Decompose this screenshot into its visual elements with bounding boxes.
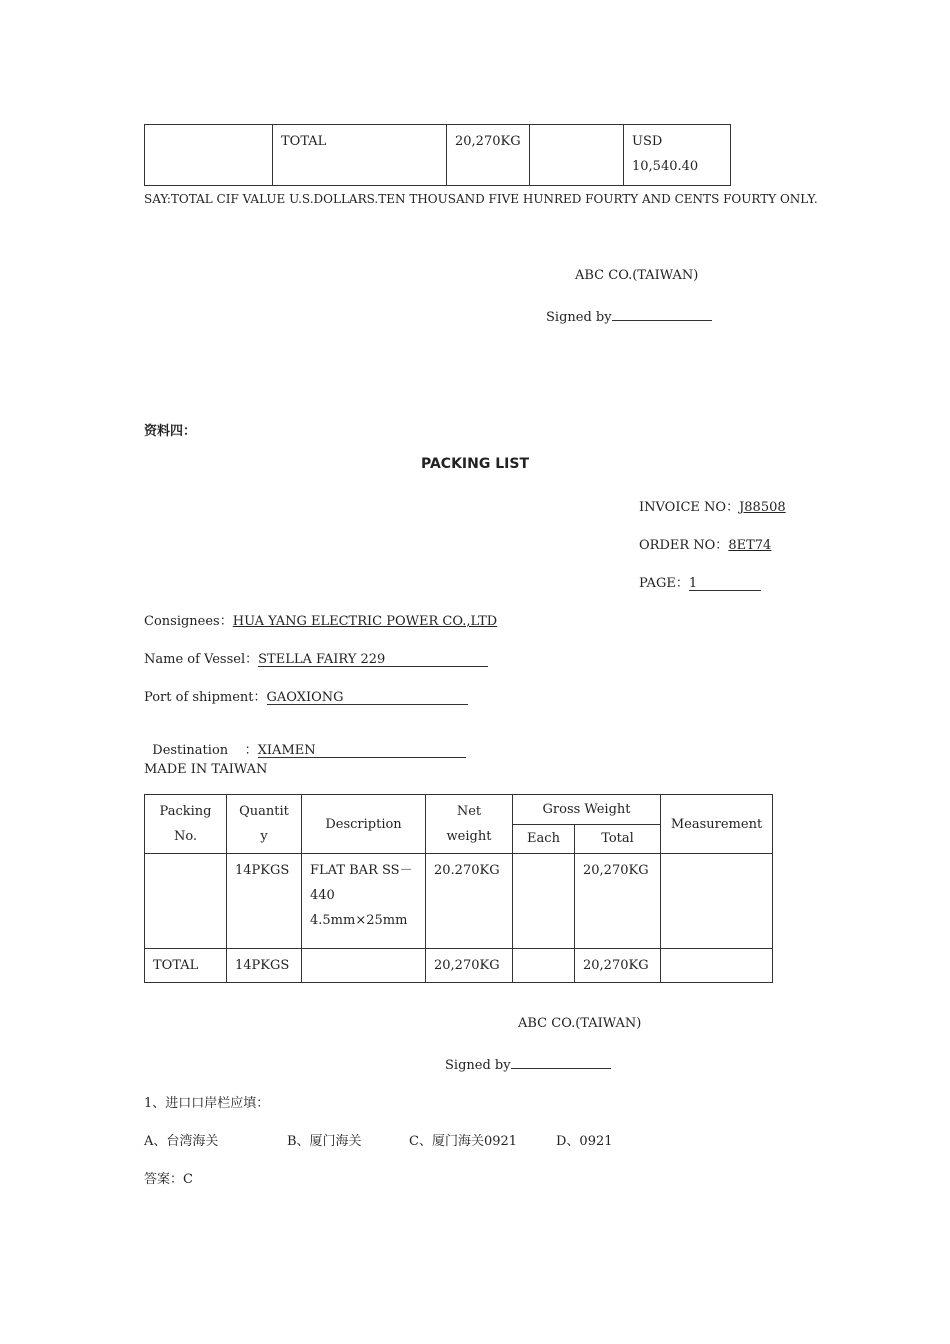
- signature-company: ABC CO.(TAIWAN): [575, 268, 699, 283]
- total-row-quantity: 14PKGS: [227, 949, 302, 983]
- total-row-gross-each: [513, 949, 575, 983]
- vessel-blank: [258, 652, 488, 667]
- destination-field: [144, 724, 466, 758]
- vessel-field: [144, 648, 488, 667]
- consignees-value: HUA YANG ELECTRIC POWER CO.,LTD: [232, 614, 498, 629]
- row-quantity: 14PKGS: [227, 854, 302, 949]
- total-row-gross-total: 20,270KG: [575, 949, 661, 983]
- header-quantity: Quantit y: [227, 795, 302, 854]
- document-title: PACKING LIST: [421, 456, 529, 472]
- total-row-empty-cell: [145, 125, 273, 186]
- signature-blank: [612, 306, 712, 321]
- invoice-no-label: INVOICE NO：: [639, 500, 740, 515]
- port-label: Port of shipment：: [144, 690, 267, 705]
- option-a: A、台湾海关: [144, 1134, 219, 1149]
- row-description: FLAT BAR SS－ 440 4.5mm×25mm: [302, 854, 426, 949]
- question-text: 1、进口口岸栏应填：: [144, 1096, 270, 1111]
- invoice-no: [639, 496, 786, 515]
- consignees-label: Consignees：: [144, 614, 233, 629]
- vessel-value: STELLA FAIRY 229: [258, 652, 386, 667]
- port-value: GAOXIONG: [266, 690, 344, 705]
- header-gross-weight: Gross Weight: [513, 795, 661, 825]
- header-measurement: Measurement: [661, 795, 773, 854]
- header-packing-no: Packing No.: [145, 795, 227, 854]
- header-description: Description: [302, 795, 426, 854]
- page-no-value: 1: [688, 576, 698, 591]
- total-amount: 10,540.40: [632, 159, 699, 174]
- consignees-field: [144, 610, 497, 629]
- packing-table: [144, 794, 773, 983]
- destination-label: Destination ：: [152, 743, 258, 758]
- answer: 答案：C: [144, 1172, 193, 1187]
- signature-blank-2: [511, 1054, 611, 1069]
- say-line: SAY:TOTAL CIF VALUE U.S.DOLLARS.TEN THOUSAND FIVE HUNRED FOURTY AND CENTS FOURTY ONLY.: [144, 192, 818, 206]
- option-d: D、0921: [556, 1134, 613, 1149]
- invoice-total-table: [144, 124, 731, 186]
- invoice-no-value: J88508: [739, 500, 786, 515]
- header-net-weight: Net weight: [426, 795, 513, 854]
- header-gross-total: Total: [575, 824, 661, 854]
- row-gross-each: [513, 854, 575, 949]
- signature-company-2: ABC CO.(TAIWAN): [518, 1016, 642, 1031]
- page-no-blank: [689, 576, 761, 591]
- row-measurement: [661, 854, 773, 949]
- row-net-weight: 20.270KG: [426, 854, 513, 949]
- order-no-value: 8ET74: [728, 538, 772, 553]
- total-row-label: TOTAL: [145, 949, 227, 983]
- signed-by-label: Signed by: [546, 310, 612, 325]
- page-no: [639, 572, 761, 591]
- destination-blank: [258, 743, 466, 758]
- page-no-label: PAGE：: [639, 576, 689, 591]
- section-heading: 资料四：: [144, 424, 197, 439]
- total-amount-cell: [624, 125, 731, 186]
- order-no: [639, 534, 771, 553]
- order-no-label: ORDER NO：: [639, 538, 729, 553]
- port-field: [144, 686, 468, 705]
- total-label: TOTAL: [273, 125, 447, 186]
- signed-by-label-2: Signed by: [445, 1058, 511, 1073]
- destination-value: XIAMEN: [257, 743, 316, 758]
- total-row-empty-cell-2: [530, 125, 624, 186]
- total-currency: USD: [632, 134, 663, 149]
- vessel-label: Name of Vessel：: [144, 652, 259, 667]
- total-row-description: [302, 949, 426, 983]
- row-packing-no: [145, 854, 227, 949]
- row-gross-total: 20,270KG: [575, 854, 661, 949]
- total-row-measurement: [661, 949, 773, 983]
- signature-line-2: [445, 1054, 611, 1073]
- signature-line: [546, 306, 712, 325]
- total-row-net-weight: 20,270KG: [426, 949, 513, 983]
- option-c: C、厦门海关0921: [409, 1134, 518, 1149]
- option-b: B、厦门海关: [287, 1134, 362, 1149]
- total-weight: 20,270KG: [447, 125, 530, 186]
- header-gross-each: Each: [513, 824, 575, 854]
- port-blank: [267, 690, 468, 705]
- made-in: MADE IN TAIWAN: [144, 762, 268, 777]
